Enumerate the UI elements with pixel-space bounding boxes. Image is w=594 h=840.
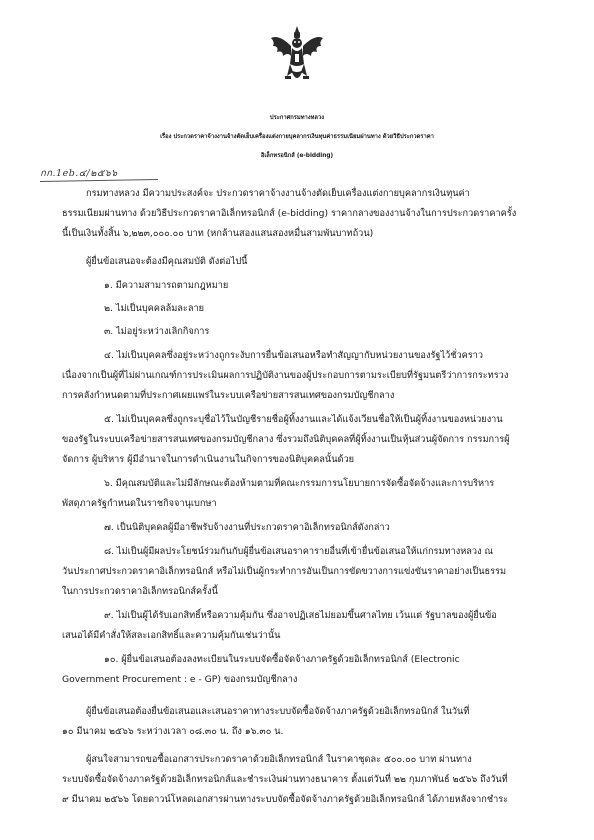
qualification-heading: ผู้ยื่นข้อเสนอจะต้องมีคุณสมบัติ ดังต่อไปนี้ bbox=[86, 256, 248, 267]
subject-line-2: อิเล็กทรอนิกส์ (e-bidding) bbox=[260, 153, 334, 159]
item-8-line-2: วันประกาศประกวดราคาอิเล็กทรอนิกส์ หรือไม่เป็นผู้กระทำการอันเป็นการขัดขวางการแข่งขันราคาอย่างเป็นธรรม bbox=[62, 566, 507, 577]
item-8-line-3: ในการประกวดราคาอิเล็กทรอนิกส์ครั้งนี้ bbox=[62, 586, 218, 597]
interest-line-2: ระบบจัดซื้อจัดจ้างภาครัฐด้วยอิเล็กทรอนิกส์และชำระเงินผ่านทางธนาคาร ตั้งแต่วันที่ ๒๒ กุมภาพันธ์ ๒๕๖๖ ถึงวันที่ bbox=[62, 774, 508, 785]
submission-line-1: ผู้ยื่นข้อเสนอต้องยื่นข้อเสนอและเสนอราคาทางระบบจัดซื้อจัดจ้างภาครัฐด้วยอิเล็กทรอนิกส์ ในวันที่ bbox=[86, 706, 470, 717]
item-4-line-1: ๔. ไม่เป็นบุคคลซึ่งอยู่ระหว่างถูกระงับการยื่นข้อเสนอหรือทำสัญญากับหน่วยงานของรัฐไว้ชั่วคราว bbox=[104, 350, 484, 361]
document-title: ประกาศกรมทางหลวง bbox=[269, 115, 325, 121]
item-6-line-2: พัสดุภาครัฐกำหนดในราชกิจจานุเบกษา bbox=[62, 498, 217, 509]
item-4-line-2: เนื่องจากเป็นผู้ที่ไม่ผ่านเกณฑ์การประเมินผลการปฏิบัติงานของผู้ประกอบการตามระเบียบที่รัฐมนตรีว่าการกระทรวง bbox=[62, 370, 509, 381]
item-10-line-1: ๑๐. ผู้ยื่นข้อเสนอต้องลงทะเบียนในระบบจัดซื้อจัดจ้างภาครัฐด้วยอิเล็กทรอนิกส์ (Electronic bbox=[104, 654, 460, 665]
item-8-line-1: ๘. ไม่เป็นผู้มีผลประโยชน์ร่วมกันกับผู้ยื่นข้อเสนอราคารายอื่นที่เข้ายื่นข้อเสนอให้แก่กรมทางหลวง ณ bbox=[104, 546, 494, 557]
item-2: ๒. ไม่เป็นบุคคลล้มละลาย bbox=[104, 303, 205, 314]
item-3: ๓. ไม่อยู่ระหว่างเลิกกิจการ bbox=[104, 326, 210, 337]
subject-line-1: เรื่อง ประกวดราคาจ้างงานจ้างตัดเย็บเครื่องแต่งกายบุคลากรเงินทุนค่าธรรมเนียมผ่านทาง ด้วยวิธีประกวดราคา bbox=[160, 134, 434, 140]
submission-line-2: ๑๐ มีนาคม ๒๕๖๖ ระหว่างเวลา ๐๘.๓๐ น. ถึง ๑๖.๓๐ น. bbox=[62, 726, 284, 737]
interest-line-3: ๙ มีนาคม ๒๕๖๖ โดยดาวน์โหลดเอกสารผ่านทางระบบจัดซื้อจัดจ้างภาครัฐด้วยอิเล็กทรอนิกส์ ได้ภายหลังจากชำระ bbox=[62, 794, 509, 805]
item-1: ๑. มีความสามารถตามกฎหมาย bbox=[104, 280, 229, 291]
item-4-line-3: การคลังกำหนดตามที่ประกาศเผยแพร่ในระบบเครือข่ายสารสนเทศของกรมบัญชีกลาง bbox=[62, 390, 395, 401]
item-5-line-2: ของรัฐในระบบเครือข่ายสารสนเทศของกรมบัญชีกลาง ซึ่งรวมถึงนิติบุคคลที่ผู้ทิ้งงานเป็นหุ้นส่วนผู้จัดการ กรรมการผู้ bbox=[62, 434, 510, 445]
intro-line-2: ธรรมเนียมผ่านทาง ด้วยวิธีประกวดราคาอิเล็กทรอนิกส์ (e-bidding) ราคากลางของงานจ้างในการประกวดราคาครั้ง bbox=[62, 208, 517, 219]
item-6-line-1: ๖. มีคุณสมบัติและไม่มีลักษณะต้องห้ามตามที่คณะกรรมการนโยบายการจัดซื้อจัดจ้างและการบริหาร bbox=[104, 478, 495, 489]
item-5-line-1: ๕. ไม่เป็นบุคคลซึ่งถูกระบุชื่อไว้ในบัญชีรายชื่อผู้ทิ้งงานและได้แจ้งเวียนชื่อให้เป็นผู้ทิ้งงานของหน่วยงาน bbox=[104, 414, 503, 425]
item-5-line-3: จัดการ ผู้บริหาร ผู้มีอำนาจในการดำเนินงานในกิจการของนิติบุคคลนั้นด้วย bbox=[62, 454, 354, 465]
item-9-line-1: ๙. ไม่เป็นผู้ได้รับเอกสิทธิ์หรือความคุ้มกัน ซึ่งอาจปฏิเสธไม่ยอมขึ้นศาลไทย เว้นแต่ รัฐบาลของผู้ยื่นข้อ bbox=[104, 610, 497, 621]
item-10-line-2: Government Procurement : e - GP) ของกรมบัญชีกลาง bbox=[62, 674, 298, 685]
interest-line-1: ผู้สนใจสามารถขอซื้อเอกสารประกวดราคาด้วยอิเล็กทรอนิกส์ ในราคาชุดละ ๕๐๐.๐๐ บาท ผ่านทาง bbox=[86, 754, 472, 765]
item-7: ๗. เป็นนิติบุคคลผู้มีอาชีพรับจ้างงานที่ประกวดราคาอิเล็กทรอนิกส์ดังกล่าว bbox=[104, 522, 390, 533]
handwritten-reference: กก.1eb.๔/๒๕๖๖ bbox=[40, 168, 118, 179]
intro-line-1: กรมทางหลวง มีความประสงค์จะ ประกวดราคาจ้างงานจ้างตัดเย็บเครื่องแต่งกายบุคลากรเงินทุนค่า bbox=[86, 188, 470, 199]
garuda-emblem-icon bbox=[269, 24, 325, 88]
intro-line-3: นี้เป็นเงินทั้งสิ้น ๖,๒๒๓,๐๐๐.๐๐ บาท (หกล้านสองแสนสองหมื่นสามพันบาทถ้วน) bbox=[62, 228, 374, 239]
item-9-line-2: เสนอได้มีคำสั่งให้สละเอกสิทธิ์และความคุ้มกันเช่นว่านั้น bbox=[62, 630, 281, 641]
